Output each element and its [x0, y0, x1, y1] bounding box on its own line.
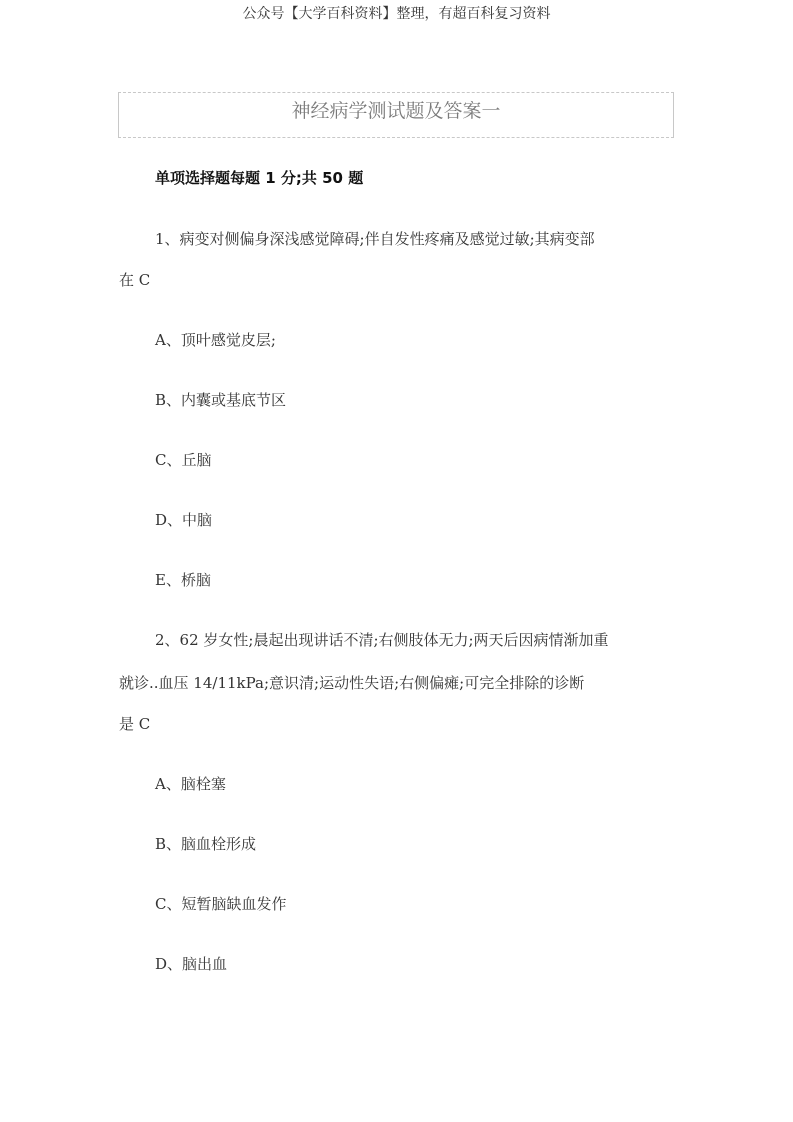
option-a: A、顶叶感觉皮层;: [155, 331, 276, 349]
header-note: 公众号【大学百科资料】整理，有超百科复习资料: [242, 6, 551, 22]
question-stem-line: 是 C: [119, 715, 151, 733]
title-box: [118, 92, 674, 138]
question-stem-line: 就诊..血压 14/11kPa;意识清;运动性失语;右侧偏瘫;可完全排除的诊断: [119, 674, 585, 692]
option-c: C、丘脑: [155, 451, 212, 469]
question-stem-line: 在 C: [119, 271, 151, 289]
question-stem-line: 1、病变对侧偏身深浅感觉障碍;伴自发性疼痛及感觉过敏;其病变部: [155, 230, 595, 248]
option-a: A、脑栓塞: [155, 775, 226, 793]
section-heading: 单项选择题每题 1 分;共 50 题: [155, 169, 364, 187]
option-d: D、脑出血: [155, 955, 228, 973]
option-d: D、中脑: [155, 511, 213, 529]
option-b: B、脑血栓形成: [155, 835, 257, 853]
option-c: C、短暂脑缺血发作: [155, 895, 287, 913]
option-b: B、内囊或基底节区: [155, 391, 287, 409]
document-title: 神经病学测试题及答案一: [291, 100, 501, 122]
option-e: E、桥脑: [155, 571, 211, 589]
question-stem-line: 2、62 岁女性;晨起出现讲话不清;右侧肢体无力;两天后因病情渐加重: [155, 631, 609, 649]
